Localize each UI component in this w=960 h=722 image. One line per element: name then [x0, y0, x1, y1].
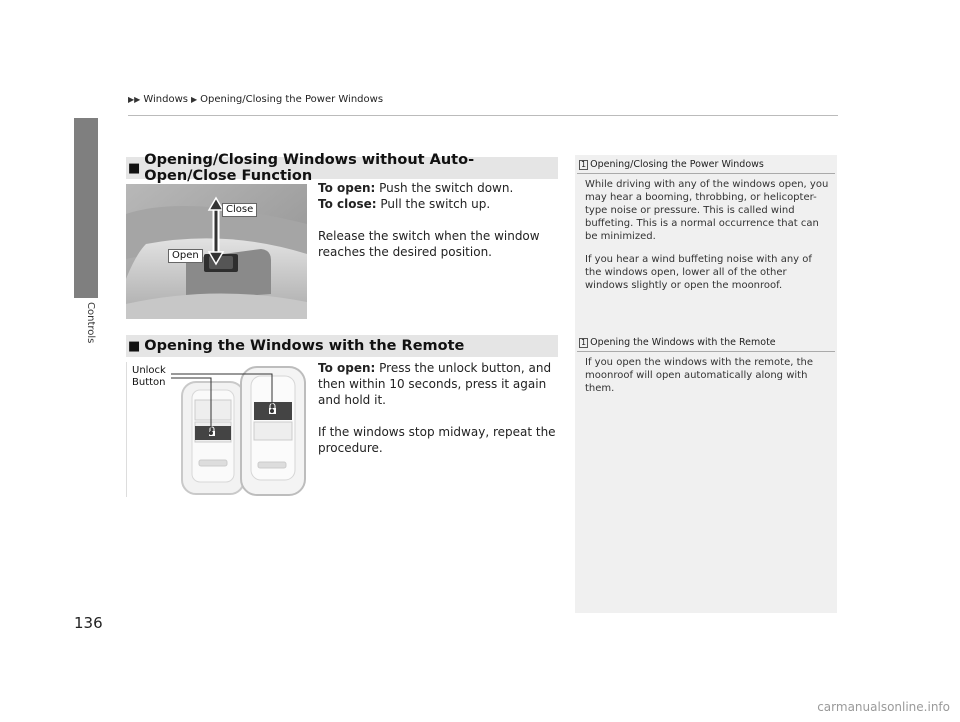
- section-title: Opening/Closing Windows without Auto-Open/Close Function: [144, 152, 475, 184]
- chapter-tab[interactable]: [74, 248, 98, 298]
- remote-open-text: Press the unlock button, and then within 10 seconds, press it again and hold it.: [318, 361, 552, 407]
- section-title: Opening the Windows with the Remote: [144, 338, 465, 354]
- breadcrumb: [128, 94, 383, 105]
- breadcrumb-item-opening-closing[interactable]: Opening/Closing the Power Windows: [200, 94, 384, 105]
- note-body: [575, 352, 837, 395]
- callout-close: Close: [222, 203, 257, 217]
- note-body: [575, 174, 837, 292]
- callout-open: Open: [168, 249, 203, 263]
- note-title: Opening the Windows with the Remote: [590, 337, 776, 348]
- note-remote-windows: [575, 333, 837, 405]
- remote-stop-instruction: If the windows stop midway, repeat the procedure.: [318, 425, 556, 455]
- window-switch-figure: [126, 184, 307, 319]
- section-square-icon: ■: [128, 160, 141, 176]
- breadcrumb-arrow-icon: ▶▶: [128, 95, 141, 104]
- note-title: Opening/Closing the Power Windows: [590, 159, 764, 170]
- chapter-tab-text: Controls: [85, 302, 96, 344]
- close-label: To close:: [318, 197, 377, 211]
- close-text: Pull the switch up.: [380, 197, 491, 211]
- remote-open-instruction: [318, 360, 558, 408]
- watermark: carmanualsonline.info: [817, 700, 950, 714]
- close-instruction: [318, 196, 558, 212]
- section2-body: [318, 360, 558, 456]
- header-divider: [128, 115, 838, 116]
- note-heading: [577, 333, 835, 352]
- section-heading-remote-windows: [126, 335, 558, 357]
- open-label: To open:: [318, 181, 376, 195]
- notes-panel: [575, 155, 837, 613]
- open-instruction: [318, 180, 558, 196]
- callout-unlock-line2: Button: [132, 377, 166, 388]
- release-instruction: Release the switch when the window reaches the desired position.: [318, 229, 540, 259]
- section1-body: [318, 180, 558, 260]
- window-switch-illustration: [126, 184, 307, 319]
- callout-unlock-button: [132, 365, 166, 389]
- breadcrumb-item-windows[interactable]: Windows: [143, 94, 188, 105]
- callout-unlock-line1: Unlock: [132, 365, 166, 376]
- section-heading-manual-windows: [126, 152, 558, 184]
- note-heading: [577, 155, 835, 174]
- note-number: 1: [581, 160, 587, 169]
- note-number: 1: [581, 338, 587, 347]
- side-bar: [74, 118, 98, 248]
- remote-open-label: To open:: [318, 361, 376, 375]
- breadcrumb-arrow-icon: ▶: [190, 95, 198, 104]
- note-paragraph: If you open the windows with the remote, the moonroof will open automatically along with them.: [585, 357, 813, 394]
- note-power-windows: [575, 155, 837, 292]
- section-square-icon: ■: [128, 338, 141, 354]
- page-number: 136: [74, 614, 103, 632]
- remote-key-figure: [126, 362, 308, 497]
- note-paragraph: If you hear a wind buffeting noise with any of the windows open, lower all of the other windows slightly or open the moonroof.: [585, 254, 812, 291]
- note-paragraph: While driving with any of the windows open, you may hear a booming, throbbing, or helicopter-type noise or pressure. This is called wind buffeting. This is a normal occurrence that can be minimized.: [585, 179, 829, 242]
- chapter-tab-label: [71, 302, 101, 362]
- open-text: Push the switch down.: [379, 181, 514, 195]
